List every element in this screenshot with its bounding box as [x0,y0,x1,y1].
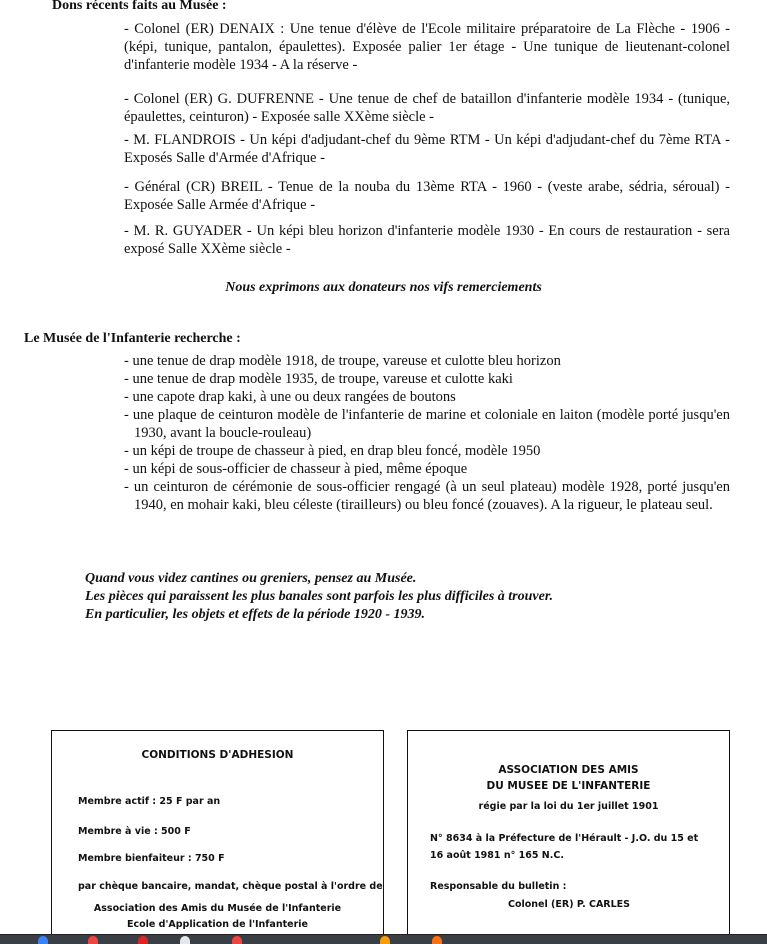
association-registration: 16 août 1981 n° 165 N.C. [430,850,564,861]
list-item: - un képi de troupe de chasseur à pied, en drap bleu foncé, modèle 1950 [124,443,541,459]
appeal-line: Les pièces qui paraissent les plus banales sont parfois les plus difficiles à trouver. [85,589,553,604]
list-item: - une tenue de drap modèle 1935, de troupe, vareuse et culotte kaki [124,371,513,387]
list-item: - une capote drap kaki, à une ou deux rangées de boutons [124,389,456,405]
list-item: - un képi de sous-officier de chasseur à pied, même époque [124,461,468,477]
donation-item: - M. FLANDROIS - Un képi d'adjudant-chef du 9ème RTM - Un képi d'adjudant-chef du 7ème RTA - Exposés Salle d'Armée d'Afrique - [124,132,730,166]
wanted-heading: Le Musée de l'Infanterie recherche : [24,331,241,346]
membership-benefactor: Membre bienfaiteur : 750 F [78,853,225,864]
list-item: - une plaque de ceinturon modèle de l'infanterie de marine et coloniale en laiton (modèle porté jusqu'en 1930, avant la boucle-rouleau) [124,407,730,441]
wanted-list [124,352,730,514]
membership-payee: Association des Amis du Musée de l'Infanterie [93,903,342,914]
list-item: - une tenue de drap modèle 1918, de troupe, vareuse et culotte bleu horizon [124,353,561,369]
association-registration: N° 8634 à la Préfecture de l'Hérault - J.O. du 15 et [430,833,699,844]
donation-item: - Colonel (ER) DENAIX : Une tenue d'élève de l'Ecole militaire préparatoire de La Flèche - 1906 - (képi, tunique, pantalon, épaulettes). Exposée palier 1er étage - Une tunique de lieutenant-colonel d'infanterie modèle 1934 - A la réserve - [124,21,730,73]
responsible-label: Responsable du bulletin : [430,881,567,892]
donation-item: - M. R. GUYADER - Un képi bleu horizon d'infanterie modèle 1930 - En cours de restauration - sera exposé Salle XXème siècle - [124,223,730,257]
donations-heading: Dons récents faits au Musée : [52,0,227,13]
association-law: régie par la loi du 1er juillet 1901 [478,801,659,812]
thanks-line: Nous exprimons aux donateurs nos vifs remerciements [225,280,542,295]
list-item: - un ceinturon de cérémonie de sous-officier rengagé (à un seul plateau) modèle 1928, porté jusqu'en 1940, en mohair kaki, bleu céleste (tirailleurs) ou bleu foncé (zouaves). A la rigueur, le plateau seul. [124,479,730,513]
membership-payment: par chèque bancaire, mandat, chèque postal à l'ordre de [78,881,383,892]
membership-box [51,730,384,942]
appeal-line: Quand vous videz cantines ou greniers, pensez au Musée. [85,571,417,586]
donation-item: - Colonel (ER) G. DUFRENNE - Une tenue de chef de bataillon d'infanterie modèle 1934 - (tunique, épaulettes, ceinturon) - Exposée salle XXème siècle - [124,91,730,125]
membership-payee: Ecole d'Application de l'Infanterie [127,919,308,930]
appeal-line: En particulier, les objets et effets de la période 1920 - 1939. [85,607,425,622]
appeal-block [85,570,553,624]
association-box [407,730,730,942]
donation-item: - Général (CR) BREIL - Tenue de la nouba du 13ème RTA - 1960 - (veste arabe, sédria, séroual) - Exposée Salle Armée d'Afrique - [124,179,730,213]
association-name: DU MUSEE DE L'INFANTERIE [486,780,651,792]
association-name: ASSOCIATION DES AMIS [498,764,639,776]
membership-life: Membre à vie : 500 F [78,826,191,837]
responsible-name: Colonel (ER) P. CARLES [508,899,631,910]
membership-active: Membre actif : 25 F par an [78,796,221,807]
membership-title: CONDITIONS D'ADHESION [141,749,294,761]
